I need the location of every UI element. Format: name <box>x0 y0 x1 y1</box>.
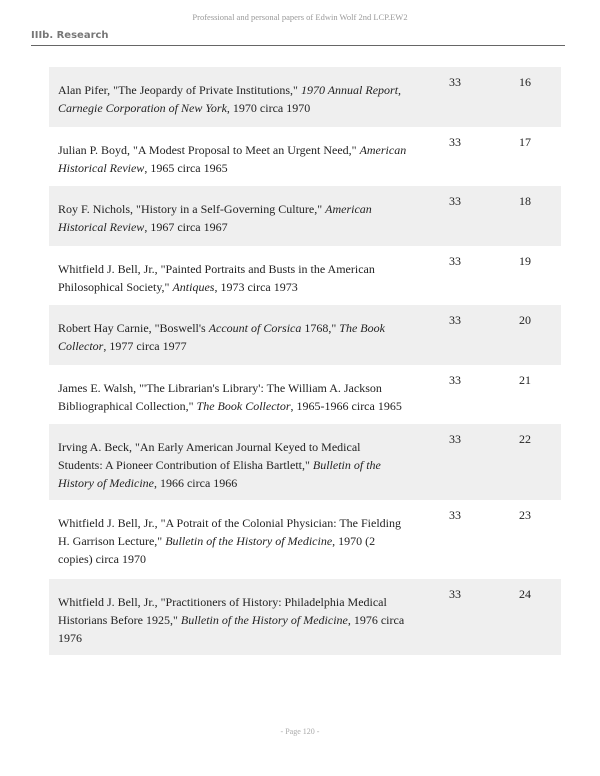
box-number: 33 <box>449 373 461 387</box>
item-description <box>58 141 408 177</box>
folder-number: 17 <box>519 135 531 149</box>
item-text: , 1967 circa 1967 <box>144 220 228 234</box>
box-number: 33 <box>449 75 461 89</box>
folder-number: 20 <box>519 313 531 327</box>
item-title-italic: Bulletin of the History of Medicine <box>180 613 348 627</box>
item-text: , 1976 circa 1976 <box>58 613 405 645</box>
box-number: 33 <box>449 432 461 446</box>
item-text: , 1973 circa 1973 <box>214 280 298 294</box>
item-description <box>58 379 408 415</box>
item-description <box>58 514 408 568</box>
folder-number: 18 <box>519 194 531 208</box>
list-item <box>49 579 561 655</box>
list-item <box>49 365 561 424</box>
item-text: Whitfield J. Bell, Jr., "Painted Portraits and Busts in the American Philosophical Society," <box>58 262 375 294</box>
item-description <box>58 81 408 117</box>
item-text: 1768," <box>301 321 340 335</box>
item-title-italic: Bulletin of the History of Medicine <box>165 534 333 548</box>
box-number: 33 <box>449 135 461 149</box>
header-divider <box>31 45 565 46</box>
item-text: , 1966 circa 1966 <box>153 476 238 490</box>
item-title-italic: American Historical Review <box>58 143 407 175</box>
box-number: 33 <box>449 508 461 522</box>
item-description <box>58 593 408 647</box>
section-title: IIIb. Research <box>31 30 109 41</box>
item-text: Whitfield J. Bell, Jr., "Practitioners of History: Philadelphia Medical Historians Before 1925," <box>58 595 387 627</box>
box-number: 33 <box>449 254 461 268</box>
item-text: Julian P. Boyd, "A Modest Proposal to Meet an Urgent Need," <box>58 143 360 157</box>
item-title-italic: Bulletin of the History of Medicine <box>58 458 381 490</box>
list-item <box>49 67 561 127</box>
item-text: Irving A. Beck, "An Early American Journal Keyed to Medical Students: A Pioneer Contribution of Elisha Bartlett," <box>58 440 361 472</box>
item-text: Roy F. Nichols, "History in a Self-Governing Culture," <box>58 202 326 216</box>
box-number: 33 <box>449 194 461 208</box>
container-list <box>49 67 561 655</box>
box-number: 33 <box>449 587 461 601</box>
item-description <box>58 200 408 236</box>
item-text: Alan Pifer, "The Jeopardy of Private Institutions," <box>58 83 301 97</box>
folder-number: 23 <box>519 508 531 522</box>
list-item <box>49 500 561 579</box>
item-title-italic: Account of Corsica <box>208 321 302 335</box>
running-header: Professional and personal papers of Edwin Wolf 2nd LCP.EW2 <box>192 12 408 22</box>
folder-number: 19 <box>519 254 531 268</box>
item-title-italic: The Book Collector <box>58 321 385 353</box>
item-title-italic: Antiques <box>172 280 215 294</box>
item-text: , 1965-1966 circa 1965 <box>290 399 402 413</box>
item-title-italic: The Book Collector <box>196 399 291 413</box>
item-title-italic: 1970 Annual Report, Carnegie Corporation of New York <box>58 83 402 115</box>
list-item <box>49 246 561 305</box>
folder-number: 16 <box>519 75 531 89</box>
list-item <box>49 305 561 365</box>
item-description <box>58 438 408 492</box>
item-description <box>58 260 408 296</box>
box-number: 33 <box>449 313 461 327</box>
list-item <box>49 424 561 500</box>
item-text: , 1977 circa 1977 <box>103 339 187 353</box>
item-text: , 1965 circa 1965 <box>144 161 228 175</box>
item-description <box>58 319 408 355</box>
item-text: Robert Hay Carnie, "Boswell's <box>58 321 209 335</box>
folder-number: 22 <box>519 432 531 446</box>
list-item <box>49 127 561 186</box>
list-item <box>49 186 561 246</box>
item-text: James E. Walsh, "'The Librarian's Library': The William A. Jackson Bibliographical Collection," <box>58 381 382 413</box>
page-number: - Page 120 - <box>280 727 320 736</box>
item-text: , 1970 (2 copies) circa 1970 <box>58 534 376 566</box>
item-text: Whitfield J. Bell, Jr., "A Potrait of the Colonial Physician: The Fielding H. Garrison Lecture," <box>58 516 401 548</box>
folder-number: 21 <box>519 373 531 387</box>
folder-number: 24 <box>519 587 531 601</box>
item-text: , 1970 circa 1970 <box>226 101 311 115</box>
item-title-italic: American Historical Review <box>58 202 372 234</box>
